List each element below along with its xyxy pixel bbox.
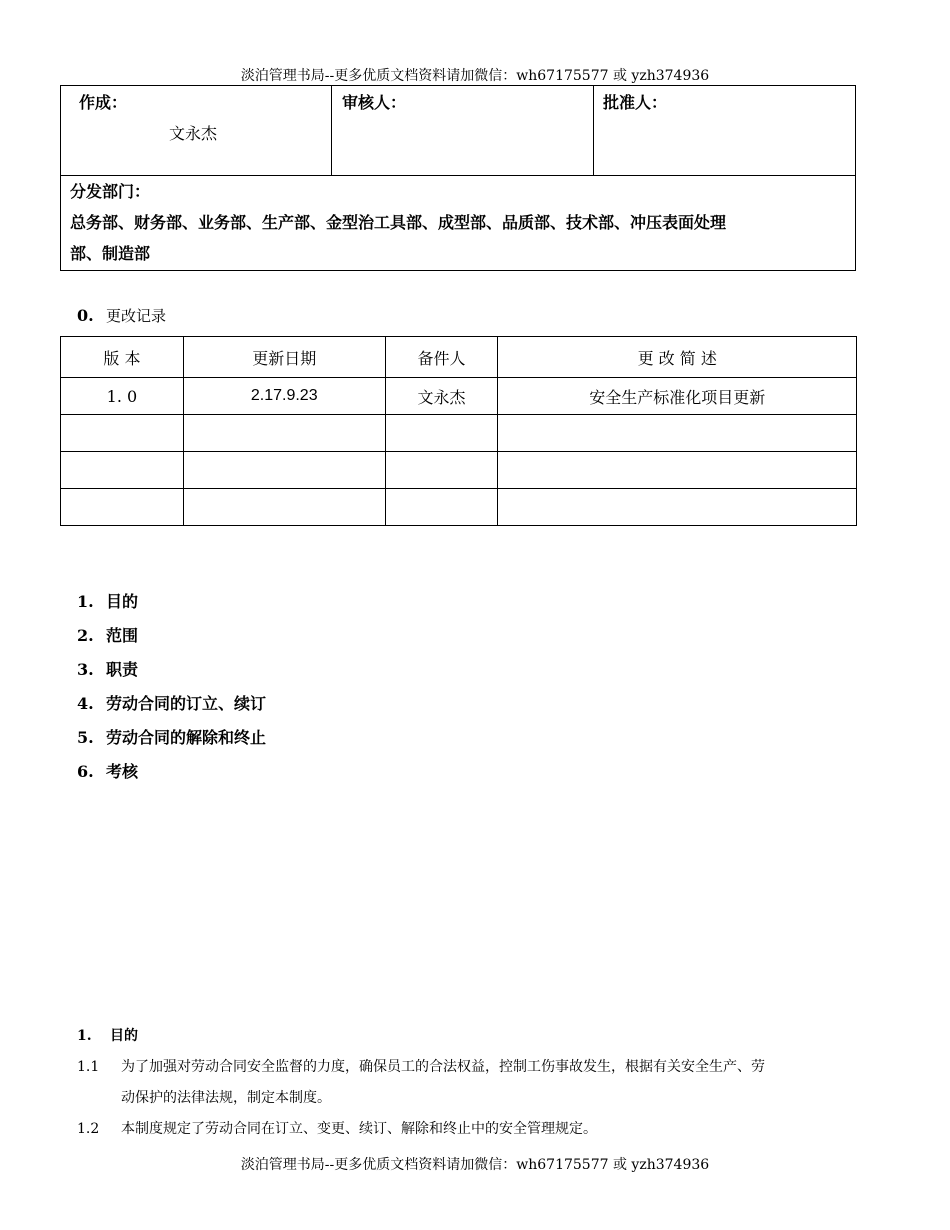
version-cell (61, 489, 184, 526)
divider (331, 86, 332, 175)
toc-item (77, 694, 266, 714)
author-label: 作成： (79, 93, 128, 112)
section-title: 目的 (110, 1028, 138, 1044)
version-cell (61, 415, 184, 452)
divider (593, 86, 594, 175)
editor-cell (385, 452, 498, 489)
table-row (61, 452, 857, 489)
reviewer-label: 审核人： (342, 93, 407, 112)
section-number: 1. (77, 1028, 92, 1044)
change-record-number: 0. (77, 306, 94, 325)
date-cell (183, 415, 385, 452)
editor-cell (385, 415, 498, 452)
distribution-label: 分发部门： (70, 182, 151, 201)
distribution-list: 总务部、财务部、业务部、生产部、金型治工具部、成型部、品质部、技术部、冲压表面处理 (70, 213, 727, 232)
change-record-table (60, 336, 857, 526)
approval-box (60, 85, 856, 271)
divider (61, 175, 855, 176)
change-record-title: 更改记录 (106, 307, 167, 325)
toc-number: 2. (77, 626, 94, 645)
header-cell: 版 本 (61, 337, 184, 378)
editor-cell: 文永杰 (385, 378, 498, 415)
toc-item (77, 728, 266, 748)
change-record-heading (77, 305, 166, 326)
toc-item (77, 592, 138, 612)
author-name: 文永杰 (169, 124, 218, 143)
date-cell (183, 489, 385, 526)
distribution-list-cont: 部、制造部 (70, 244, 151, 263)
clause-text: 为了加强对劳动合同安全监督的力度，确保员工的合法权益，控制工伤事故发生，根据有关安全生产、劳 (121, 1059, 765, 1075)
header-cell: 更新日期 (183, 337, 385, 378)
clause-number: 1.1 (77, 1059, 100, 1075)
version-cell: 1. 0 (61, 378, 184, 415)
table-row (61, 378, 857, 415)
toc-number: 1. (77, 592, 94, 611)
clause-text-cont: 动保护的法律法规，制定本制度。 (121, 1090, 331, 1106)
clause-number: 1.2 (77, 1121, 100, 1137)
version-cell (61, 452, 184, 489)
approver-label: 批准人： (603, 93, 668, 112)
clause-text: 本制度规定了劳动合同在订立、变更、续订、解除和终止中的安全管理规定。 (121, 1121, 597, 1137)
date-cell: 2.17.9.23 (183, 378, 385, 415)
toc-label: 考核 (106, 762, 139, 781)
toc-number: 4. (77, 694, 94, 713)
page-header: 淡泊管理书局--更多优质文档资料请加微信：wh67175577 或 yzh374936 (240, 68, 710, 84)
summary-cell (498, 415, 857, 452)
toc-item (77, 626, 138, 646)
summary-cell (498, 452, 857, 489)
summary-cell (498, 489, 857, 526)
toc-number: 6. (77, 762, 94, 781)
toc-label: 范围 (106, 626, 139, 645)
header-cell: 更 改 简 述 (498, 337, 857, 378)
toc-label: 职责 (106, 660, 139, 679)
date-cell (183, 452, 385, 489)
toc-label: 目的 (106, 592, 139, 611)
toc-number: 3. (77, 660, 94, 679)
toc-label: 劳动合同的解除和终止 (106, 728, 267, 747)
table-row (61, 415, 857, 452)
editor-cell (385, 489, 498, 526)
toc-item (77, 660, 138, 680)
toc-label: 劳动合同的订立、续订 (106, 694, 267, 713)
summary-cell: 安全生产标准化项目更新 (498, 378, 857, 415)
table-header-row (61, 337, 857, 378)
toc-number: 5. (77, 728, 94, 747)
header-cell: 备件人 (385, 337, 498, 378)
toc-item (77, 762, 138, 782)
table-row (61, 489, 857, 526)
section-heading (77, 1026, 138, 1046)
page-footer: 淡泊管理书局--更多优质文档资料请加微信：wh67175577 或 yzh374936 (240, 1157, 710, 1173)
